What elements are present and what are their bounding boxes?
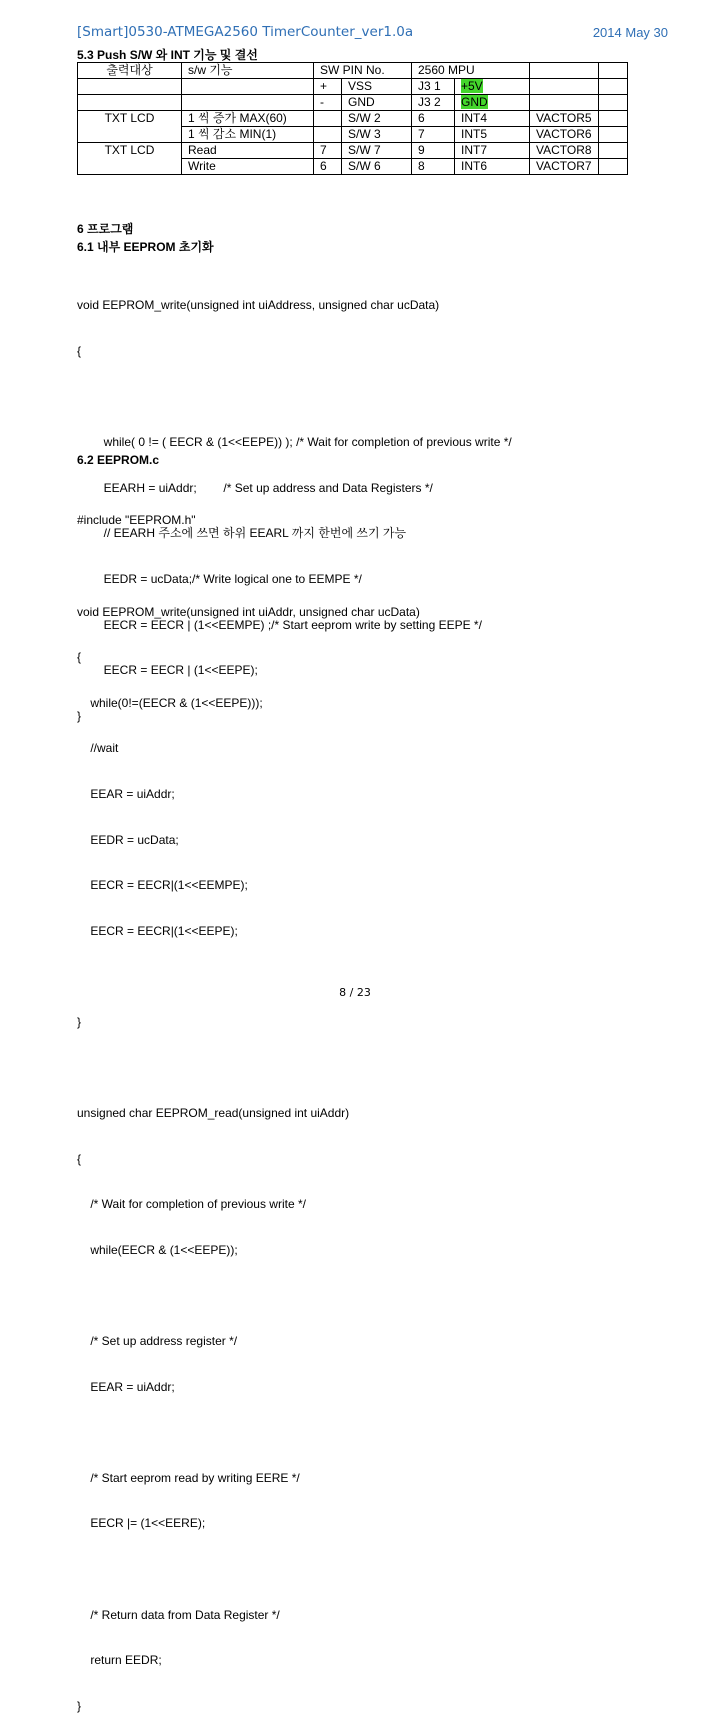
code-line bbox=[77, 1425, 420, 1440]
table-cell: 9 bbox=[412, 143, 455, 159]
code-line: void EEPROM_write(unsigned int uiAddr, unsigned char ucData) bbox=[77, 604, 420, 619]
table-cell: 출력대상 bbox=[78, 63, 182, 79]
code-line: while(0!=(EECR & (1<<EEPE))); bbox=[77, 695, 263, 710]
code-line bbox=[77, 1061, 420, 1076]
page-number: 8 / 23 bbox=[339, 986, 371, 999]
table-cell: S/W 6 bbox=[342, 159, 412, 175]
code-line: while(EECR & (1<<EEPE)); bbox=[77, 1242, 238, 1257]
code-line: /* Return data from Data Register */ bbox=[77, 1607, 280, 1622]
table-cell: 2560 MPU bbox=[412, 63, 530, 79]
code-line: { bbox=[77, 650, 82, 665]
code-line: return EEDR; bbox=[77, 1653, 162, 1668]
table-cell: SW PIN No. bbox=[314, 63, 412, 79]
code-line: EEAR = uiAddr; bbox=[77, 786, 175, 801]
table-row bbox=[78, 95, 628, 111]
code-line: EECR |= (1<<EERE); bbox=[77, 1516, 206, 1531]
code-line: EEDR = ucData;/* Write logical one to EEMPE */ bbox=[77, 571, 362, 586]
table-cell bbox=[599, 95, 628, 111]
table-cell: 8 bbox=[412, 159, 455, 175]
code-line bbox=[77, 390, 512, 405]
table-cell: VACTOR6 bbox=[530, 127, 599, 143]
section-6-1-heading: 6.1 내부 EEPROM 초기화 bbox=[77, 240, 214, 254]
code-line bbox=[77, 1289, 420, 1304]
code-line: void EEPROM_write(unsigned int uiAddress, unsigned char ucData) bbox=[77, 298, 440, 313]
table-cell: S/W 3 bbox=[342, 127, 412, 143]
code-line bbox=[77, 559, 420, 574]
table-row bbox=[78, 63, 628, 79]
table-row bbox=[78, 143, 628, 159]
table-cell bbox=[530, 95, 599, 111]
section-6-heading: 6 프로그램 bbox=[77, 222, 134, 236]
table-cell: 7 bbox=[412, 127, 455, 143]
table-cell: s/w 기능 bbox=[182, 63, 314, 79]
table-row bbox=[78, 79, 628, 95]
code-line: #include "EEPROM.h" bbox=[77, 513, 196, 528]
table-cell: J3 2 bbox=[412, 95, 455, 111]
code-line: while( 0 != ( EECR & (1<<EEPE)) ); /* Wait for completion of previous write */ bbox=[77, 435, 512, 450]
code-line: { bbox=[77, 1151, 82, 1166]
table-cell: GND bbox=[342, 95, 412, 111]
table-cell bbox=[599, 127, 628, 143]
table-cell bbox=[599, 143, 628, 159]
table-cell: Write bbox=[182, 159, 314, 175]
code-line: EECR = EECR | (1<<EEPE); bbox=[77, 663, 258, 678]
document-date: 2014 May 30 bbox=[592, 25, 668, 40]
table-cell: 6 bbox=[314, 159, 342, 175]
table-cell bbox=[599, 63, 628, 79]
table-cell: VACTOR5 bbox=[530, 111, 599, 127]
table-cell: S/W 2 bbox=[342, 111, 412, 127]
highlight-text: +5V bbox=[461, 79, 483, 93]
table-cell bbox=[530, 63, 599, 79]
section-6-2-heading: 6.2 EEPROM.c bbox=[77, 453, 160, 467]
table-cell bbox=[78, 95, 182, 111]
table-cell: Read bbox=[182, 143, 314, 159]
table-cell bbox=[314, 111, 342, 127]
code-line: unsigned char EEPROM_read(unsigned int uiAddr) bbox=[77, 1106, 350, 1121]
table-cell-highlight bbox=[455, 95, 530, 111]
code-line: /* Start eeprom read by writing EERE */ bbox=[77, 1470, 300, 1485]
code-line: } bbox=[77, 1698, 82, 1713]
code-line: EECR = EECR|(1<<EEPE); bbox=[77, 923, 238, 938]
table-cell-highlight bbox=[455, 79, 530, 95]
table-cell bbox=[530, 79, 599, 95]
table-cell: 7 bbox=[314, 143, 342, 159]
table-cell: + bbox=[314, 79, 342, 95]
code-line: EEAR = uiAddr; bbox=[77, 1379, 175, 1394]
code-line: /* Set up address register */ bbox=[77, 1334, 238, 1349]
table-cell: INT7 bbox=[455, 143, 530, 159]
table-cell: INT5 bbox=[455, 127, 530, 143]
table-cell: TXT LCD bbox=[78, 111, 182, 143]
table-cell bbox=[599, 159, 628, 175]
table-cell bbox=[314, 127, 342, 143]
table-cell: J3 1 bbox=[412, 79, 455, 95]
code-line: } bbox=[77, 708, 82, 723]
table-cell: TXT LCD bbox=[78, 143, 182, 175]
table-cell: 1 씩 증가 MAX(60) bbox=[182, 111, 314, 127]
table-cell: 6 bbox=[412, 111, 455, 127]
code-line: { bbox=[77, 344, 82, 358]
code-line: EEDR = ucData; bbox=[77, 832, 179, 847]
table-cell: VACTOR7 bbox=[530, 159, 599, 175]
table-cell: S/W 7 bbox=[342, 143, 412, 159]
code-line: EECR = EECR|(1<<EEMPE); bbox=[77, 878, 248, 893]
table-row bbox=[78, 111, 628, 127]
code-line: // EEARH 주소에 쓰면 하위 EEARL 까지 한번에 쓰기 가능 bbox=[77, 526, 407, 541]
table-cell: INT4 bbox=[455, 111, 530, 127]
code-line: /* Wait for completion of previous write */ bbox=[77, 1197, 306, 1212]
code-line bbox=[77, 969, 420, 984]
code-line: EEARH = uiAddr; /* Set up address and Data Registers */ bbox=[77, 480, 433, 495]
table-cell bbox=[599, 111, 628, 127]
section-5-3-heading: 5.3 Push S/W 와 INT 기능 및 결선 bbox=[77, 48, 258, 62]
table-cell: VSS bbox=[342, 79, 412, 95]
code-line: } bbox=[77, 1014, 82, 1029]
table-cell bbox=[599, 79, 628, 95]
code-line bbox=[77, 1562, 420, 1577]
table-cell: 1 씩 감소 MIN(1) bbox=[182, 127, 314, 143]
table-cell: - bbox=[314, 95, 342, 111]
table-cell: INT6 bbox=[455, 159, 530, 175]
table-cell: VACTOR8 bbox=[530, 143, 599, 159]
highlight-text: GND bbox=[461, 95, 488, 109]
code-line: //wait bbox=[77, 741, 119, 756]
page-header bbox=[77, 24, 668, 44]
eeprom-c-code bbox=[77, 483, 420, 1729]
table-cell bbox=[182, 79, 314, 95]
table-cell bbox=[78, 79, 182, 95]
push-switch-pin-table bbox=[77, 62, 628, 175]
code-line: EECR = EECR | (1<<EEMPE) ;/* Start eeprom write by setting EEPE */ bbox=[77, 617, 482, 632]
document-title: [Smart]0530-ATMEGA2560 TimerCounter_ver1.0a bbox=[77, 24, 414, 40]
table-cell bbox=[182, 95, 314, 111]
